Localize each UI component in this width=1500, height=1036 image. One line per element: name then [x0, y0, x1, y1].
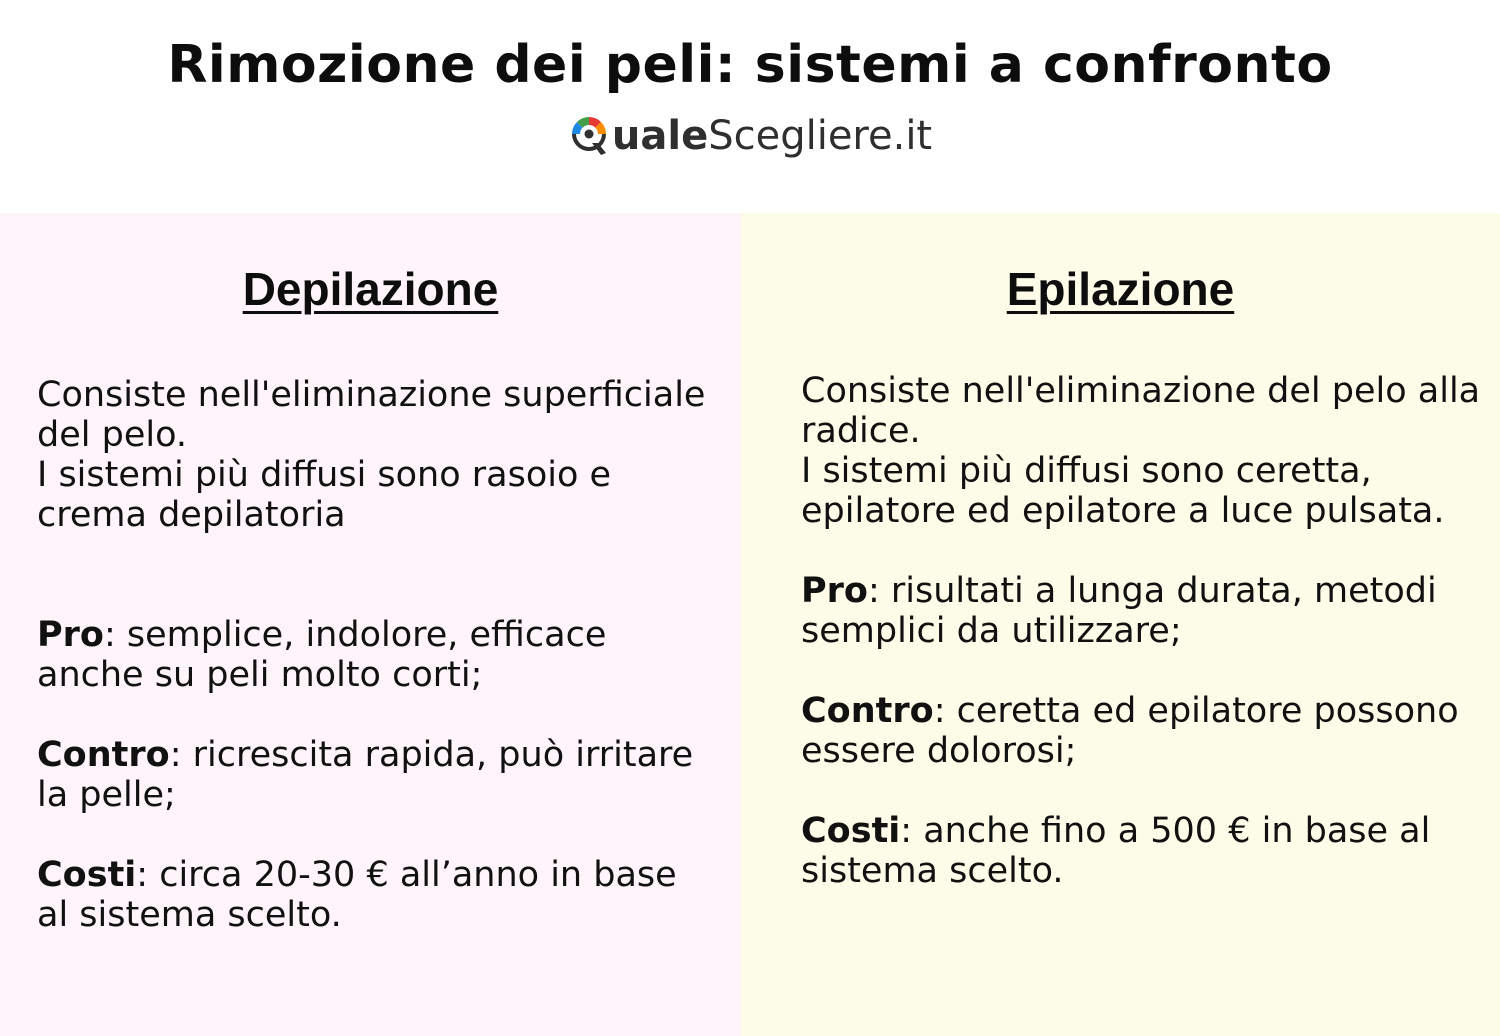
brand-name-bold: uale [611, 113, 709, 159]
pro-text: : semplice, indolore, efficace anche su peli molto corti; [37, 615, 607, 695]
depilazione-pro [37, 615, 717, 695]
contro-text: : ricrescita rapida, può irritare la pelle; [37, 735, 694, 815]
epilazione-costi [801, 811, 1481, 891]
depilazione-intro-line-2: I sistemi più diffusi sono rasoio e crema depilatoria [37, 455, 612, 535]
page-title: Rimozione dei peli: sistemi a confronto [167, 35, 1333, 95]
pro-label: Pro [801, 571, 868, 611]
depilazione-heading: Depilazione [242, 263, 499, 315]
epilazione-heading: Epilazione [1006, 263, 1235, 315]
epilazione-intro-line-1: Consiste nell'eliminazione del pelo alla radice. [801, 371, 1481, 451]
costi-text: : anche fino a 500 € in base al sistema scelto. [801, 811, 1431, 891]
epilazione-intro-line-2: I sistemi più diffusi sono ceretta, epilatore ed epilatore a luce pulsata. [801, 451, 1445, 531]
epilazione-pro [801, 571, 1481, 651]
costi-text: : circa 20-30 € all’anno in base al sistema scelto. [37, 855, 677, 935]
epilazione-body [801, 371, 1481, 891]
depilazione-contro [37, 735, 717, 815]
q-logo-icon [568, 113, 610, 159]
brand-name-light: Scegliere.it [708, 113, 933, 159]
depilazione-intro [37, 375, 717, 535]
epilazione-contro [801, 691, 1481, 771]
depilazione-costi [37, 855, 717, 935]
brand-logo [0, 110, 1500, 162]
costi-label: Costi [801, 811, 901, 851]
depilazione-column [0, 213, 741, 1036]
header [0, 0, 1500, 213]
contro-text: : ceretta ed epilatore possono essere dolorosi; [801, 691, 1459, 771]
pro-label: Pro [37, 615, 104, 655]
pro-text: : risultati a lunga durata, metodi semplici da utilizzare; [801, 571, 1437, 651]
costi-label: Costi [37, 855, 137, 895]
epilazione-intro [801, 371, 1481, 531]
contro-label: Contro [801, 691, 934, 731]
contro-label: Contro [37, 735, 170, 775]
brand-wordmark [568, 110, 932, 162]
epilazione-column [741, 213, 1500, 1036]
depilazione-body [37, 375, 717, 935]
depilazione-intro-line-1: Consiste nell'eliminazione superficiale del pelo. [37, 375, 706, 455]
